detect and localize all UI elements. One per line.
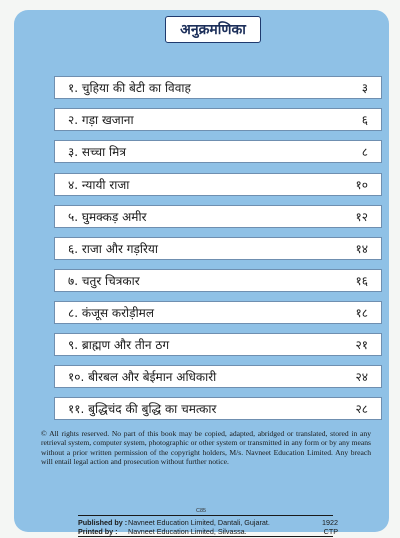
print-code: C85 [196, 508, 207, 514]
toc-entry-label: १. चुहिया की बेटी का विवाह [68, 81, 191, 95]
toc-entry[interactable] [54, 365, 382, 388]
toc-entry-page: २४ [355, 370, 368, 384]
toc-entry[interactable] [54, 76, 382, 99]
toc-entry-label: ८. कंजूस करोड़ीमल [68, 306, 154, 320]
toc-entry-label: ११. बुद्धिचंद की बुद्धि का चमत्कार [68, 402, 217, 416]
toc-entry-page: १४ [355, 242, 368, 256]
toc-entry-page: १८ [355, 306, 368, 320]
toc-entry-page: २१ [355, 338, 368, 352]
publisher-value: Navneet Education Limited, Dantali, Gujarat. [128, 518, 270, 527]
toc-entry-page: ८ [361, 145, 368, 159]
toc-entry[interactable] [54, 140, 382, 163]
toc-entry-label: ९. ब्राह्मण और तीन ठग [68, 338, 170, 352]
printer-label: Printed by : [78, 527, 118, 536]
toc-entry-page: ६ [361, 113, 368, 127]
toc-entry-label: ४. न्यायी राजा [68, 178, 130, 192]
toc-entry[interactable] [54, 205, 382, 228]
toc-entry-page: १६ [355, 274, 368, 288]
toc-entry[interactable] [54, 301, 382, 324]
publisher-line [78, 518, 338, 527]
toc-entry[interactable] [54, 108, 382, 131]
divider [78, 515, 333, 516]
toc-entry[interactable] [54, 397, 382, 420]
copyright-notice: © All rights reserved. No part of this book may be copied, adapted, abridged or translated, stored in any retrieval system, computer system, photographic or other system or transmitted in any form or by any means without a prior written permission of the copyright holders, M/s. Navneet Education Limited. Any breach will entail legal action and prosecution without further notice. [41, 429, 371, 467]
printer-extra: CTP [323, 527, 338, 536]
printer-line [78, 527, 338, 536]
toc-entry-page: २८ [355, 402, 368, 416]
publisher-extra: 1922 [322, 518, 338, 527]
printer-value: Navneet Education Limited, Silvassa. [128, 527, 247, 536]
contents-title: अनुक्रमणिका [165, 16, 261, 43]
toc-entry-label: ७. चतुर चित्रकार [68, 274, 140, 288]
divider [78, 536, 333, 537]
toc-entry-page: १० [355, 178, 368, 192]
toc-entry[interactable] [54, 173, 382, 196]
publisher-label: Published by : [78, 518, 128, 527]
toc-entry[interactable] [54, 237, 382, 260]
toc-entry[interactable] [54, 269, 382, 292]
toc-entry[interactable] [54, 333, 382, 356]
toc-entry-label: १०. बीरबल और बेईमान अधिकारी [68, 370, 217, 384]
toc-entry-label: ५. घुमक्कड़ अमीर [68, 210, 147, 224]
toc-entry-page: १२ [355, 210, 368, 224]
toc-entry-label: ६. राजा और गड़रिया [68, 242, 158, 256]
toc-entry-label: ३. सच्चा मित्र [68, 145, 126, 159]
toc-entry-label: २. गड़ा खजाना [68, 113, 134, 127]
toc-entry-page: ३ [361, 81, 368, 95]
